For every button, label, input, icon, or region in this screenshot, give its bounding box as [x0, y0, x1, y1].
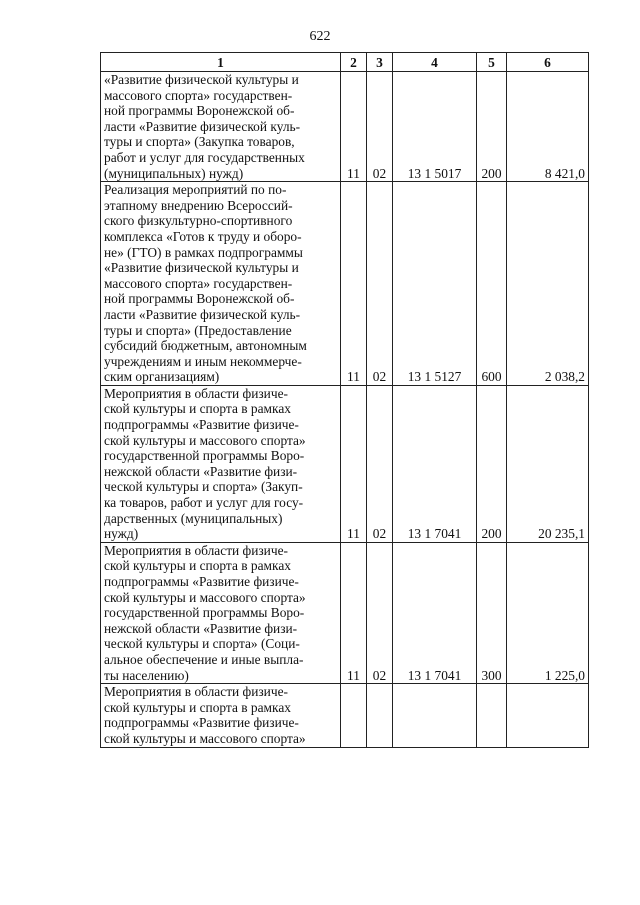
- description-line: ским организациям): [104, 369, 220, 385]
- description-line: ской культуры и спорта в рамках: [104, 558, 291, 574]
- table-header-row: [101, 53, 589, 72]
- description-line: ной программы Воронежской об-: [104, 103, 295, 119]
- description-line: дарственных (муниципальных): [104, 510, 283, 526]
- description-line: ласти «Развитие физической куль-: [104, 118, 301, 134]
- row-subsection-code: 02: [367, 542, 393, 683]
- row-description: [101, 542, 341, 683]
- table-row: [101, 182, 589, 386]
- description-line: ской культуры и спорта в рамках: [104, 401, 291, 417]
- description-line: подпрограммы «Развитие физиче-: [104, 574, 299, 589]
- row-section-code: 11: [341, 385, 367, 542]
- column-header-section: 2: [341, 53, 367, 72]
- row-expense-type: 300: [477, 542, 507, 683]
- row-amount: 8 421,0: [507, 72, 589, 182]
- description-line: ской культуры и массового спорта»: [104, 589, 306, 605]
- column-header-subsection: 3: [367, 53, 393, 72]
- row-description: [101, 684, 341, 747]
- description-line: ской культуры и массового спорта»: [104, 730, 306, 746]
- description-line: нежской области «Развитие физи-: [104, 463, 298, 479]
- row-expense-type: 200: [477, 385, 507, 542]
- column-header-target-article: 4: [393, 53, 477, 72]
- description-line: массового спорта» государствен-: [104, 275, 293, 291]
- row-section-code: 11: [341, 182, 367, 386]
- description-line: ласти «Развитие физической куль-: [104, 306, 301, 322]
- description-line: нежской области «Развитие физи-: [104, 620, 298, 636]
- page-number: 622: [309, 29, 331, 44]
- description-line: не» (ГТО) в рамках подпрограммы: [104, 244, 303, 260]
- table-row: [101, 72, 589, 182]
- row-section-code: [341, 684, 367, 747]
- row-amount: 20 235,1: [507, 385, 589, 542]
- description-line: (муниципальных) нужд): [104, 165, 244, 181]
- table-row: [101, 684, 589, 747]
- description-line: субсидий бюджетным, автономным: [104, 338, 307, 354]
- description-line: Мероприятия в области физиче-: [104, 542, 288, 558]
- row-expense-type: 200: [477, 72, 507, 182]
- description-line: «Развитие физической культуры и: [104, 72, 299, 87]
- row-target-article: 13 1 5127: [393, 182, 477, 386]
- description-line: ной программы Воронежской об-: [104, 291, 295, 307]
- description-line: этапному внедрению Всероссий-: [104, 197, 293, 213]
- description-line: Реализация мероприятий по по-: [104, 182, 287, 198]
- description-line: учреждениям и иным некоммерче-: [104, 353, 302, 369]
- row-section-code: 11: [341, 542, 367, 683]
- description-line: подпрограммы «Развитие физиче-: [104, 715, 299, 731]
- description-line: ского физкультурно-спортивного: [104, 213, 293, 229]
- row-subsection-code: 02: [367, 72, 393, 182]
- row-description: [101, 182, 341, 386]
- row-subsection-code: 02: [367, 385, 393, 542]
- row-subsection-code: [367, 684, 393, 747]
- description-line: комплекса «Готов к труду и оборо-: [104, 228, 302, 244]
- row-amount: 2 038,2: [507, 182, 589, 386]
- row-target-article: 13 1 5017: [393, 72, 477, 182]
- description-line: туры и спорта» (Предоставление: [104, 322, 292, 338]
- description-line: «Развитие физической культуры и: [104, 260, 299, 276]
- description-line: Мероприятия в области физиче-: [104, 684, 288, 700]
- column-header-expense-type: 5: [477, 53, 507, 72]
- description-line: работ и услуг для государственных: [104, 149, 305, 165]
- description-line: туры и спорта» (Закупка товаров,: [104, 134, 295, 150]
- row-amount: 1 225,0: [507, 542, 589, 683]
- description-line: ческой культуры и спорта» (Закуп-: [104, 479, 303, 495]
- table-row: [101, 385, 589, 542]
- row-amount: [507, 684, 589, 747]
- row-target-article: 13 1 7041: [393, 385, 477, 542]
- row-subsection-code: 02: [367, 182, 393, 386]
- description-line: ческой культуры и спорта» (Соци-: [104, 636, 300, 652]
- description-line: государственной программы Воро-: [104, 448, 305, 464]
- description-line: ской культуры и спорта в рамках: [104, 699, 291, 715]
- table-row: [101, 542, 589, 683]
- budget-table: [100, 52, 589, 748]
- description-line: массового спорта» государствен-: [104, 87, 293, 103]
- row-target-article: [393, 684, 477, 747]
- row-section-code: 11: [341, 72, 367, 182]
- description-line: ка товаров, работ и услуг для госу-: [104, 495, 304, 511]
- description-line: нужд): [104, 526, 139, 542]
- column-header-description: 1: [101, 53, 341, 72]
- description-line: ской культуры и массового спорта»: [104, 432, 306, 448]
- column-header-amount: 6: [507, 53, 589, 72]
- description-line: Мероприятия в области физиче-: [104, 385, 288, 401]
- row-target-article: 13 1 7041: [393, 542, 477, 683]
- description-line: ты населению): [104, 667, 189, 683]
- description-line: государственной программы Воро-: [104, 605, 305, 621]
- row-expense-type: [477, 684, 507, 747]
- description-line: альное обеспечение и иные выпла-: [104, 651, 304, 667]
- row-description: [101, 72, 341, 182]
- row-description: [101, 385, 341, 542]
- description-line: подпрограммы «Развитие физиче-: [104, 417, 299, 433]
- row-expense-type: 600: [477, 182, 507, 386]
